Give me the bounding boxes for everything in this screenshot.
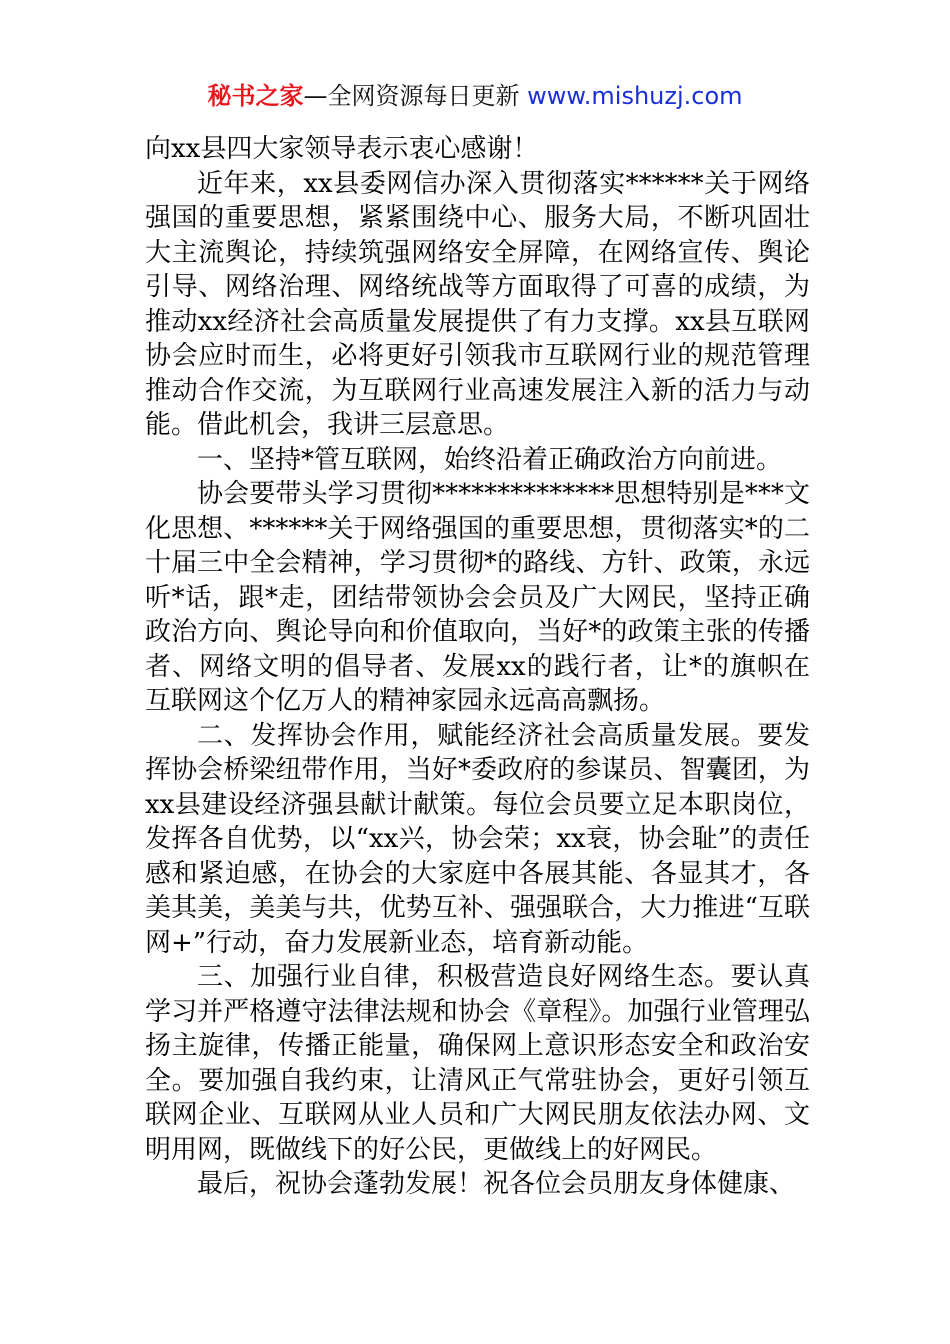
page-header <box>0 80 950 112</box>
header-url-link[interactable]: www.mishuzj.com <box>527 82 743 110</box>
paragraph-section-3: 三、加强行业自律，积极营造良好网络生态。要认真学习并严格遵守法律法规和协会《章程》。加强行业管理弘扬主旋律，传播正能量，确保网上意识形态安全和政治安全。要加强自我约束，让清风正气常驻协会，更好引领互联网企业、互联网从业人员和广大网民朋友依法办网、文明用网，既做线下的好公民，更做线上的好网民。 <box>145 962 810 1165</box>
section-heading-1: 一、坚持*管互联网，始终沿着正确政治方向前进。 <box>197 444 783 475</box>
paragraph-section-1: 协会要带头学习贯彻**************思想特别是***文化思想、******关于网络强国的重要思想，贯彻落实*的二十届三中全会精神，学习贯彻*的路线、方针、政策，永远听*话，跟*走，团结带领协会会员及广大网民，坚持正确政治方向、舆论导向和价值取向，当好*的政策主张的传播者、网络文明的倡导者、发展xx的践行者，让*的旗帜在互联网这个亿万人的精神家园永远高高飘扬。 <box>145 479 810 716</box>
header-tagline: —全网资源每日更新 <box>303 82 528 110</box>
paragraph-section-2: 二、发挥协会作用，赋能经济社会高质量发展。要发挥协会桥梁纽带作用，当好*委政府的参谋员、智囊团，为xx县建设经济强县献计献策。每位会员要立足本职岗位，发挥各自优势，以“xx兴，协会荣；xx衰，协会耻”的责任感和紧迫感，在协会的大家庭中各展其能、各显其才，各美其美，美美与共，优势互补、强强联合，大力推进“互联网+”行动，奋力发展新业态，培育新动能。 <box>145 720 810 958</box>
paragraph-continuation: 向xx县四大家领导表示衷心感谢！ <box>145 134 539 164</box>
paragraph-closing: 最后，祝协会蓬勃发展！祝各位会员朋友身体健康、 <box>197 1169 796 1199</box>
paragraph-intro: 近年来，xx县委网信办深入贯彻落实******关于网络强国的重要思想，紧紧围绕中心、服务大局，不断巩固壮大主流舆论，持续筑强网络安全屏障，在网络宣传、舆论引导、网络治理、网络统战等方面取得了可喜的成绩，为推动xx经济社会高质量发展提供了有力支撑。xx县互联网协会应时而生，必将更好引领我市互联网行业的规范管理推动合作交流，为互联网行业高速发展注入新的活力与动能。借此机会，我讲三层意思。 <box>145 168 810 440</box>
header-brand: 秘书之家 <box>207 82 304 110</box>
document-body <box>145 132 810 1202</box>
